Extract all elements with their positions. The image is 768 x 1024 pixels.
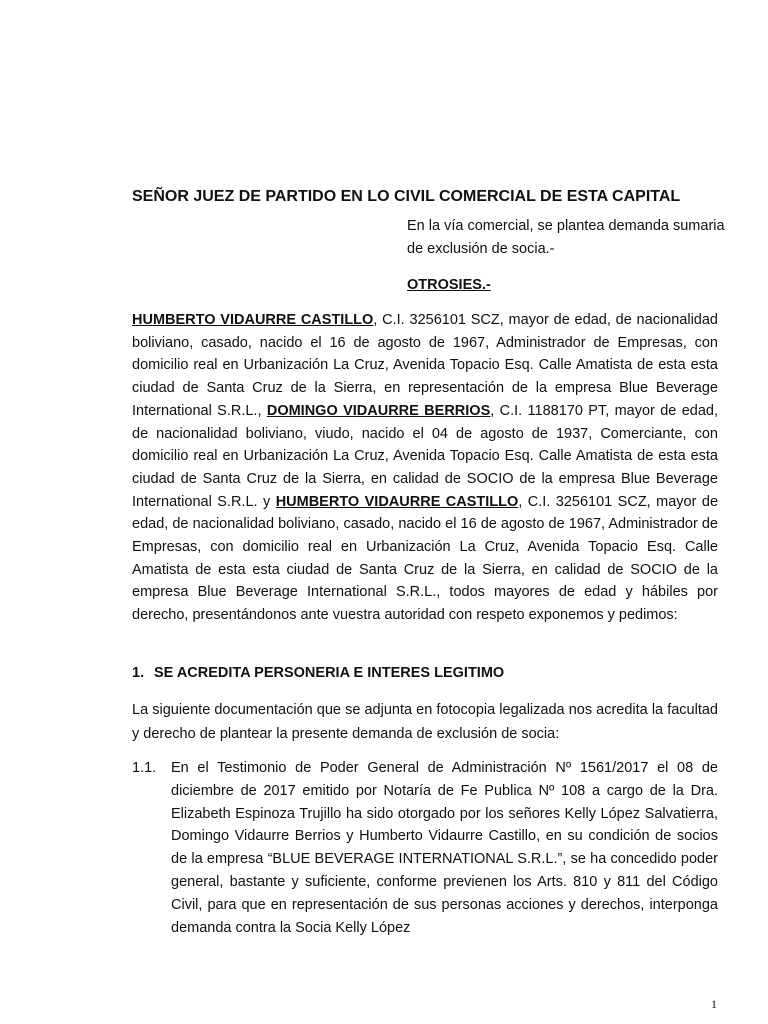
section-1-title-text: SE ACREDITA PERSONERIA E INTERES LEGITIMO bbox=[154, 665, 505, 681]
otrosies-label: OTROSIES.- bbox=[407, 277, 491, 293]
item-number: 1.1. bbox=[132, 760, 157, 776]
party-details-domingo: , C.I. 1188170 PT, mayor de edad, de nacionalidad boliviano, viudo, nacido el 04 de agosto de 1937, Comerciante, con domicilio real en Urbanización La Cruz, Avenida Topacio Esq. Calle Amatista de esta esta ciudad de Santa Cruz de la Sierra, en calidad de SOCIO de la empresa Blue Beverage International S.R.L. y bbox=[132, 402, 718, 510]
section-1-intro: La siguiente documentación que se adjunta en fotocopia legalizada nos acredita la facultad y derecho de plantear la presente demanda de exclusión de socia: bbox=[132, 702, 718, 742]
party-name-humberto: HUMBERTO VIDAURRE CASTILLO bbox=[132, 312, 374, 328]
section-1-title bbox=[132, 662, 504, 684]
party-details-humberto: , C.I. 3256101 SCZ, mayor de edad, de nacionalidad boliviano, casado, nacido el 16 de agosto de 1967, Administrador de Empresas, con domicilio real en Urbanización La Cruz, Avenida Topacio Esq. Calle Amatista de esta esta ciudad de Santa Cruz de la Sierra, en representación de la empresa Blue Beverage International S.R.L., bbox=[132, 312, 718, 419]
section-1-number: 1. bbox=[132, 665, 145, 681]
item-text: En el Testimonio de Poder General de Administración Nº 1561/2017 el 08 de diciembre de 2017 emitido por Notaría de Fe Publica Nº 108 a cargo de la Dra. Elizabeth Espinoza Trujillo ha sido otorgado por los señores Kelly López Salvatierra, Domingo Vidaurre Berrios y Humberto Vidaurre Castillo, en su condición de socios de la empresa “BLUE BEVERAGE INTERNATIONAL S.R.L.”, se ha concedido poder general, bastante y suficiente, conforme previenen los Arts. 810 y 811 del Código Civil, para que en representación de sus personas acciones y derechos, interponga demanda contra la Socia Kelly López bbox=[171, 760, 718, 936]
party-name-domingo: DOMINGO VIDAURRE BERRIOS bbox=[266, 402, 491, 419]
sumilla-text: En la vía comercial, se plantea demanda sumaria de exclusión de socia.- bbox=[407, 218, 725, 257]
party-name-humberto-socio: HUMBERTO VIDAURRE CASTILLO bbox=[275, 493, 519, 510]
main-paragraph bbox=[132, 309, 718, 627]
document-heading: SEÑOR JUEZ DE PARTIDO EN LO CIVIL COMERCIAL DE ESTA CAPITAL bbox=[132, 188, 681, 205]
page-number: 1 bbox=[711, 997, 717, 1011]
party-details-humberto-socio: , C.I. 3256101 SCZ, mayor de edad, de nacionalidad boliviano, casado, nacido el 16 de agosto de 1967, Administrador de Empresas, con domicilio real en Urbanización La Cruz, Avenida Topacio Esq. Calle Amatista de esta esta ciudad de Santa Cruz de la Sierra, en calidad de SOCIO de la empresa Blue Beverage International S.R.L., todos mayores de edad y hábiles por derecho, presentándonos ante vuestra autoridad con respeto exponemos y pedimos: bbox=[132, 493, 719, 624]
